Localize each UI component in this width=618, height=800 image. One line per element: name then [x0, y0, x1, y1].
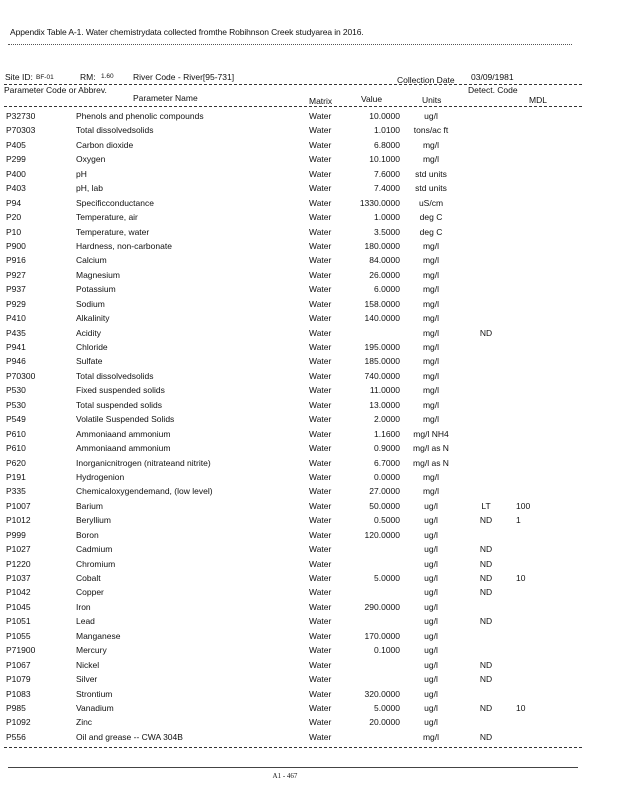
cell-units: ug/l — [424, 529, 438, 540]
cell-value: 6.0000 — [374, 284, 400, 295]
table-row — [0, 485, 618, 499]
cell-units: mg/l as N — [413, 457, 449, 468]
column-header-dashed-rule — [4, 106, 582, 107]
cell-name: Chemicaloxygendemand, (low level) — [76, 486, 213, 497]
cell-value: 180.0000 — [364, 240, 400, 251]
cell-matrix: Water — [309, 486, 332, 497]
cell-code: P1042 — [6, 587, 31, 598]
cell-mdl: 10 — [516, 702, 526, 713]
cell-matrix: Water — [309, 717, 332, 728]
cell-matrix: Water — [309, 284, 332, 295]
cell-code: P620 — [6, 457, 26, 468]
cell-units: mg/l — [422, 327, 440, 338]
cell-matrix: Water — [309, 226, 332, 237]
cell-value: 0.0000 — [374, 471, 400, 482]
cell-units: mg/l — [422, 370, 440, 381]
cell-units: mg/l — [422, 313, 440, 324]
cell-code: P1067 — [6, 659, 31, 670]
cell-value: 7.4000 — [374, 183, 400, 194]
cell-units: ug/l — [424, 659, 438, 670]
cell-code: P929 — [6, 298, 26, 309]
cell-units: mg/l as N — [413, 443, 449, 454]
river-code: River Code - River[95-731] — [133, 72, 235, 82]
cell-value: 0.1000 — [374, 645, 400, 656]
cell-code: P556 — [6, 731, 26, 742]
table-row — [0, 110, 618, 124]
cell-detect: ND — [479, 587, 493, 598]
cell-units: mg/l — [422, 356, 440, 367]
cell-name: Sodium — [76, 298, 105, 309]
table-row — [0, 644, 618, 658]
cell-units: std units — [415, 168, 447, 179]
rm-label: RM: — [80, 72, 96, 82]
table-row — [0, 139, 618, 153]
cell-detect: ND — [479, 616, 493, 627]
cell-units: ug/l — [424, 544, 438, 555]
cell-units: mg/l NH4 — [413, 428, 449, 439]
cell-units: mg/l — [422, 284, 440, 295]
cell-value: 50.0000 — [369, 500, 400, 511]
table-row — [0, 572, 618, 586]
cell-matrix: Water — [309, 414, 332, 425]
col-header-detect: Detect. Code — [468, 85, 518, 95]
cell-name: Sulfate — [76, 356, 103, 367]
cell-code: P10 — [6, 226, 22, 237]
cell-matrix: Water — [309, 428, 332, 439]
cell-units: mg/l — [422, 298, 440, 309]
cell-value: 7.6000 — [374, 168, 400, 179]
cell-detect: ND — [479, 731, 493, 742]
cell-matrix: Water — [309, 515, 332, 526]
cell-units: deg C — [419, 226, 443, 237]
cell-code: P32730 — [6, 111, 36, 121]
cell-code: P1037 — [6, 573, 31, 583]
cell-name: Oil and grease -- CWA 304B — [76, 731, 183, 742]
cell-detect: ND — [479, 558, 493, 569]
cell-matrix: Water — [309, 183, 332, 194]
cell-name: Acidity — [76, 327, 102, 338]
cell-code: P410 — [6, 313, 26, 324]
cell-matrix: Water — [309, 197, 332, 208]
cell-matrix: Water — [309, 385, 332, 396]
col-header-matrix: Matrix — [309, 96, 333, 106]
cell-code: P1027 — [6, 544, 31, 555]
cell-matrix: Water — [309, 659, 332, 670]
table-row — [0, 586, 618, 600]
cell-units: ug/l — [424, 573, 438, 583]
table-row — [0, 731, 618, 745]
cell-units: ug/l — [424, 558, 438, 569]
cell-mdl: 1 — [516, 515, 521, 526]
cell-detect: LT — [481, 500, 491, 511]
cell-value: 120.0000 — [364, 529, 400, 540]
cell-matrix: Water — [309, 269, 332, 280]
table-row — [0, 283, 618, 297]
cell-matrix: Water — [309, 443, 332, 454]
cell-units: std units — [415, 183, 447, 194]
cell-name: Total suspended solids — [76, 399, 163, 410]
cell-code: P610 — [6, 428, 26, 439]
col-header-mdl: MDL — [529, 95, 547, 105]
cell-name: Strontium — [76, 688, 113, 699]
cell-value: 10.1000 — [369, 154, 400, 165]
collection-date-value: 03/09/1981 — [471, 72, 514, 82]
table-row — [0, 428, 618, 442]
table-row — [0, 197, 618, 211]
cell-units: mg/l — [422, 240, 440, 251]
cell-matrix: Water — [309, 154, 332, 165]
cell-units: mg/l — [422, 414, 440, 425]
cell-name: Iron — [76, 601, 91, 612]
cell-name: Vanadium — [76, 702, 114, 713]
cell-value: 84.0000 — [369, 255, 400, 266]
cell-detect: ND — [479, 659, 493, 670]
cell-matrix: Water — [309, 327, 332, 338]
cell-code: P1083 — [6, 688, 31, 699]
cell-code: P20 — [6, 212, 22, 223]
cell-code: P1045 — [6, 601, 31, 612]
cell-matrix: Water — [309, 298, 332, 309]
cell-value: 1.0100 — [374, 125, 400, 136]
cell-matrix: Water — [309, 645, 332, 656]
table-row — [0, 716, 618, 730]
cell-value: 158.0000 — [364, 298, 400, 309]
cell-code: P549 — [6, 414, 26, 425]
cell-name: Alkalinity — [76, 313, 110, 324]
cell-code: P70303 — [6, 125, 36, 136]
cell-value: 6.8000 — [374, 139, 400, 150]
table-row — [0, 254, 618, 268]
data-table-body — [0, 110, 618, 745]
page-number: A1 - 467 — [272, 772, 298, 780]
cell-code: P400 — [6, 168, 26, 179]
cell-value: 1330.0000 — [359, 197, 400, 208]
table-row — [0, 543, 618, 557]
table-row — [0, 457, 618, 471]
table-row — [0, 702, 618, 716]
cell-units: mg/l — [422, 731, 440, 742]
cell-matrix: Water — [309, 731, 332, 742]
cell-units: mg/l — [422, 471, 440, 482]
cell-matrix: Water — [309, 558, 332, 569]
table-row — [0, 630, 618, 644]
cell-matrix: Water — [309, 544, 332, 555]
cell-name: Lead — [76, 616, 95, 627]
cell-value: 185.0000 — [364, 356, 400, 367]
cell-matrix: Water — [309, 601, 332, 612]
cell-matrix: Water — [309, 370, 332, 381]
cell-code: P1079 — [6, 674, 31, 685]
cell-units: tons/ac ft — [413, 125, 449, 136]
table-row — [0, 399, 618, 413]
cell-value: 5.0000 — [374, 702, 400, 713]
cell-matrix: Water — [309, 212, 332, 223]
collection-header — [0, 72, 618, 84]
cell-name: Oxygen — [76, 154, 106, 165]
cell-units: ug/l — [424, 515, 438, 526]
cell-matrix: Water — [309, 630, 332, 641]
cell-name: Nickel — [76, 659, 100, 670]
cell-mdl: 100 — [516, 500, 531, 511]
cell-detect: ND — [479, 515, 493, 526]
cell-name: Potassium — [76, 284, 116, 295]
cell-code: P530 — [6, 399, 26, 410]
cell-units: mg/l — [422, 342, 440, 352]
cell-matrix: Water — [309, 529, 332, 540]
cell-value: 320.0000 — [364, 688, 400, 699]
table-row — [0, 601, 618, 615]
cell-units: ug/l — [424, 717, 438, 728]
cell-name: Inorganicnitrogen (nitrateand nitrite) — [76, 457, 211, 468]
column-headers — [0, 86, 618, 108]
cell-name: Volatile Suspended Solids — [76, 414, 175, 425]
table-row — [0, 269, 618, 283]
cell-code: P927 — [6, 269, 26, 280]
cell-value: 5.0000 — [374, 573, 400, 583]
table-row — [0, 529, 618, 543]
table-title: Appendix Table A-1. Water chemistrydata collected fromthe Robihnson Creek studyarea in 2016. — [10, 27, 364, 37]
title-dotted-rule — [8, 44, 572, 45]
cell-code: P1055 — [6, 630, 31, 641]
cell-value: 3.5000 — [374, 226, 400, 237]
cell-matrix: Water — [309, 255, 332, 266]
cell-value: 11.0000 — [369, 385, 400, 396]
rm-value: 1.60 — [101, 73, 114, 80]
table-row — [0, 370, 618, 384]
cell-name: Total dissolvedsolids — [76, 125, 154, 136]
cell-name: Hardness, non-carbonate — [76, 240, 172, 251]
cell-code: P900 — [6, 240, 26, 251]
cell-code: P71900 — [6, 645, 36, 656]
cell-units: ug/l — [424, 674, 438, 685]
table-row — [0, 168, 618, 182]
col-header-name: Parameter Name — [133, 93, 198, 103]
cell-value: 20.0000 — [369, 717, 400, 728]
cell-name: Zinc — [76, 717, 93, 728]
cell-value: 290.0000 — [364, 601, 400, 612]
table-row — [0, 558, 618, 572]
cell-code: P1092 — [6, 717, 31, 728]
cell-detect: ND — [479, 674, 493, 685]
cell-name: Silver — [76, 674, 98, 685]
cell-units: ug/l — [424, 500, 438, 511]
col-header-code: Parameter Code or Abbrev. — [4, 85, 107, 95]
site-id-value: BF-01 — [36, 74, 54, 81]
table-row — [0, 442, 618, 456]
cell-code: P1007 — [6, 500, 31, 511]
cell-name: Ammoniaand ammonium — [76, 443, 171, 454]
col-header-units: Units — [422, 95, 442, 105]
cell-name: Temperature, water — [76, 226, 150, 237]
table-row — [0, 384, 618, 398]
cell-units: mg/l — [422, 486, 440, 497]
cell-name: Barium — [76, 500, 103, 511]
cell-code: P1051 — [6, 616, 31, 627]
cell-name: pH — [76, 168, 87, 179]
cell-units: mg/l — [422, 385, 440, 396]
cell-detect: ND — [479, 702, 493, 713]
cell-value: 1.1600 — [374, 428, 400, 439]
table-bottom-dashed-rule — [4, 747, 582, 748]
cell-code: P941 — [6, 342, 26, 352]
cell-name: Temperature, air — [76, 212, 138, 223]
cell-detect: ND — [479, 327, 493, 338]
cell-name: Phenols and phenolic compounds — [76, 111, 204, 121]
cell-value: 140.0000 — [364, 313, 400, 324]
cell-code: P985 — [6, 702, 26, 713]
cell-value: 1.0000 — [374, 212, 400, 223]
cell-name: Fixed suspended solids — [76, 385, 165, 396]
table-row — [0, 226, 618, 240]
table-row — [0, 673, 618, 687]
cell-detect: ND — [479, 544, 493, 555]
cell-matrix: Water — [309, 111, 332, 121]
cell-units: mg/l — [422, 154, 440, 165]
table-row — [0, 341, 618, 355]
cell-name: Mercury — [76, 645, 107, 656]
cell-matrix: Water — [309, 616, 332, 627]
table-row — [0, 153, 618, 167]
cell-name: Cobalt — [76, 573, 101, 583]
cell-units: deg C — [419, 212, 443, 223]
cell-units: ug/l — [424, 616, 438, 627]
cell-name: Beryllium — [76, 515, 111, 526]
cell-units: ug/l — [424, 587, 438, 598]
table-row — [0, 688, 618, 702]
table-row — [0, 182, 618, 196]
cell-name: Magnesium — [76, 269, 120, 280]
cell-name: Specificconductance — [76, 197, 154, 208]
cell-code: P335 — [6, 486, 26, 497]
cell-value: 195.0000 — [364, 342, 400, 352]
table-row — [0, 514, 618, 528]
site-id-label: Site ID: — [5, 72, 33, 82]
footer-rule — [8, 767, 578, 768]
cell-units: mg/l — [422, 255, 440, 266]
cell-code: P403 — [6, 183, 26, 194]
cell-mdl: 10 — [516, 573, 526, 583]
table-row — [0, 615, 618, 629]
cell-units: mg/l — [422, 139, 440, 150]
cell-matrix: Water — [309, 471, 332, 482]
table-row — [0, 312, 618, 326]
cell-value: 2.0000 — [374, 414, 400, 425]
table-row — [0, 211, 618, 225]
cell-value: 170.0000 — [364, 630, 400, 641]
cell-code: P610 — [6, 443, 26, 454]
cell-value: 27.0000 — [369, 486, 400, 497]
cell-name: Cadmium — [76, 544, 113, 555]
cell-name: Manganese — [76, 630, 121, 641]
cell-name: Copper — [76, 587, 104, 598]
cell-units: mg/l — [422, 269, 440, 280]
cell-matrix: Water — [309, 356, 332, 367]
cell-code: P299 — [6, 154, 26, 165]
table-row — [0, 413, 618, 427]
cell-matrix: Water — [309, 500, 332, 511]
cell-matrix: Water — [309, 168, 332, 179]
cell-matrix: Water — [309, 674, 332, 685]
cell-code: P435 — [6, 327, 26, 338]
cell-matrix: Water — [309, 240, 332, 251]
cell-name: Boron — [76, 529, 99, 540]
cell-name: Carbon dioxide — [76, 139, 134, 150]
cell-value: 0.5000 — [374, 515, 400, 526]
cell-code: P530 — [6, 385, 26, 396]
cell-code: P191 — [6, 471, 26, 482]
cell-matrix: Water — [309, 573, 332, 583]
cell-units: ug/l — [424, 630, 438, 641]
table-row — [0, 240, 618, 254]
cell-matrix: Water — [309, 399, 332, 410]
cell-value: 740.0000 — [364, 370, 400, 381]
cell-code: P1012 — [6, 515, 31, 526]
cell-name: Total dissolvedsolids — [76, 370, 154, 381]
cell-name: Hydrogenion — [76, 471, 125, 482]
cell-units: ug/l — [424, 111, 438, 121]
col-header-value: Value — [361, 94, 383, 104]
table-row — [0, 355, 618, 369]
cell-units: ug/l — [424, 688, 438, 699]
table-row — [0, 124, 618, 138]
cell-name: Ammoniaand ammonium — [76, 428, 171, 439]
cell-code: P94 — [6, 197, 22, 208]
collection-date-label: Collection Date — [397, 75, 455, 85]
cell-code: P937 — [6, 284, 26, 295]
cell-matrix: Water — [309, 688, 332, 699]
cell-matrix: Water — [309, 313, 332, 324]
cell-units: ug/l — [424, 702, 438, 713]
cell-value: 13.0000 — [369, 399, 400, 410]
cell-value: 10.0000 — [369, 111, 400, 121]
cell-units: uS/cm — [418, 197, 444, 208]
table-row — [0, 298, 618, 312]
cell-matrix: Water — [309, 139, 332, 150]
cell-name: Chromium — [76, 558, 116, 569]
cell-code: P916 — [6, 255, 26, 266]
cell-code: P946 — [6, 356, 26, 367]
table-row — [0, 659, 618, 673]
table-row — [0, 471, 618, 485]
cell-code: P1220 — [6, 558, 31, 569]
cell-name: Chloride — [76, 342, 108, 352]
cell-matrix: Water — [309, 457, 332, 468]
cell-matrix: Water — [309, 702, 332, 713]
table-row — [0, 500, 618, 514]
cell-name: pH, lab — [76, 183, 103, 194]
cell-matrix: Water — [309, 342, 332, 352]
cell-units: ug/l — [424, 645, 438, 656]
cell-value: 6.7000 — [374, 457, 400, 468]
table-row — [0, 327, 618, 341]
cell-matrix: Water — [309, 125, 332, 136]
cell-name: Calcium — [76, 255, 107, 266]
cell-code: P70300 — [6, 370, 36, 381]
cell-matrix: Water — [309, 587, 332, 598]
cell-units: mg/l — [422, 399, 440, 410]
cell-code: P405 — [6, 139, 26, 150]
cell-value: 26.0000 — [369, 269, 400, 280]
cell-code: P999 — [6, 529, 26, 540]
cell-detect: ND — [479, 573, 493, 583]
cell-value: 0.9000 — [374, 443, 400, 454]
cell-units: ug/l — [424, 601, 438, 612]
